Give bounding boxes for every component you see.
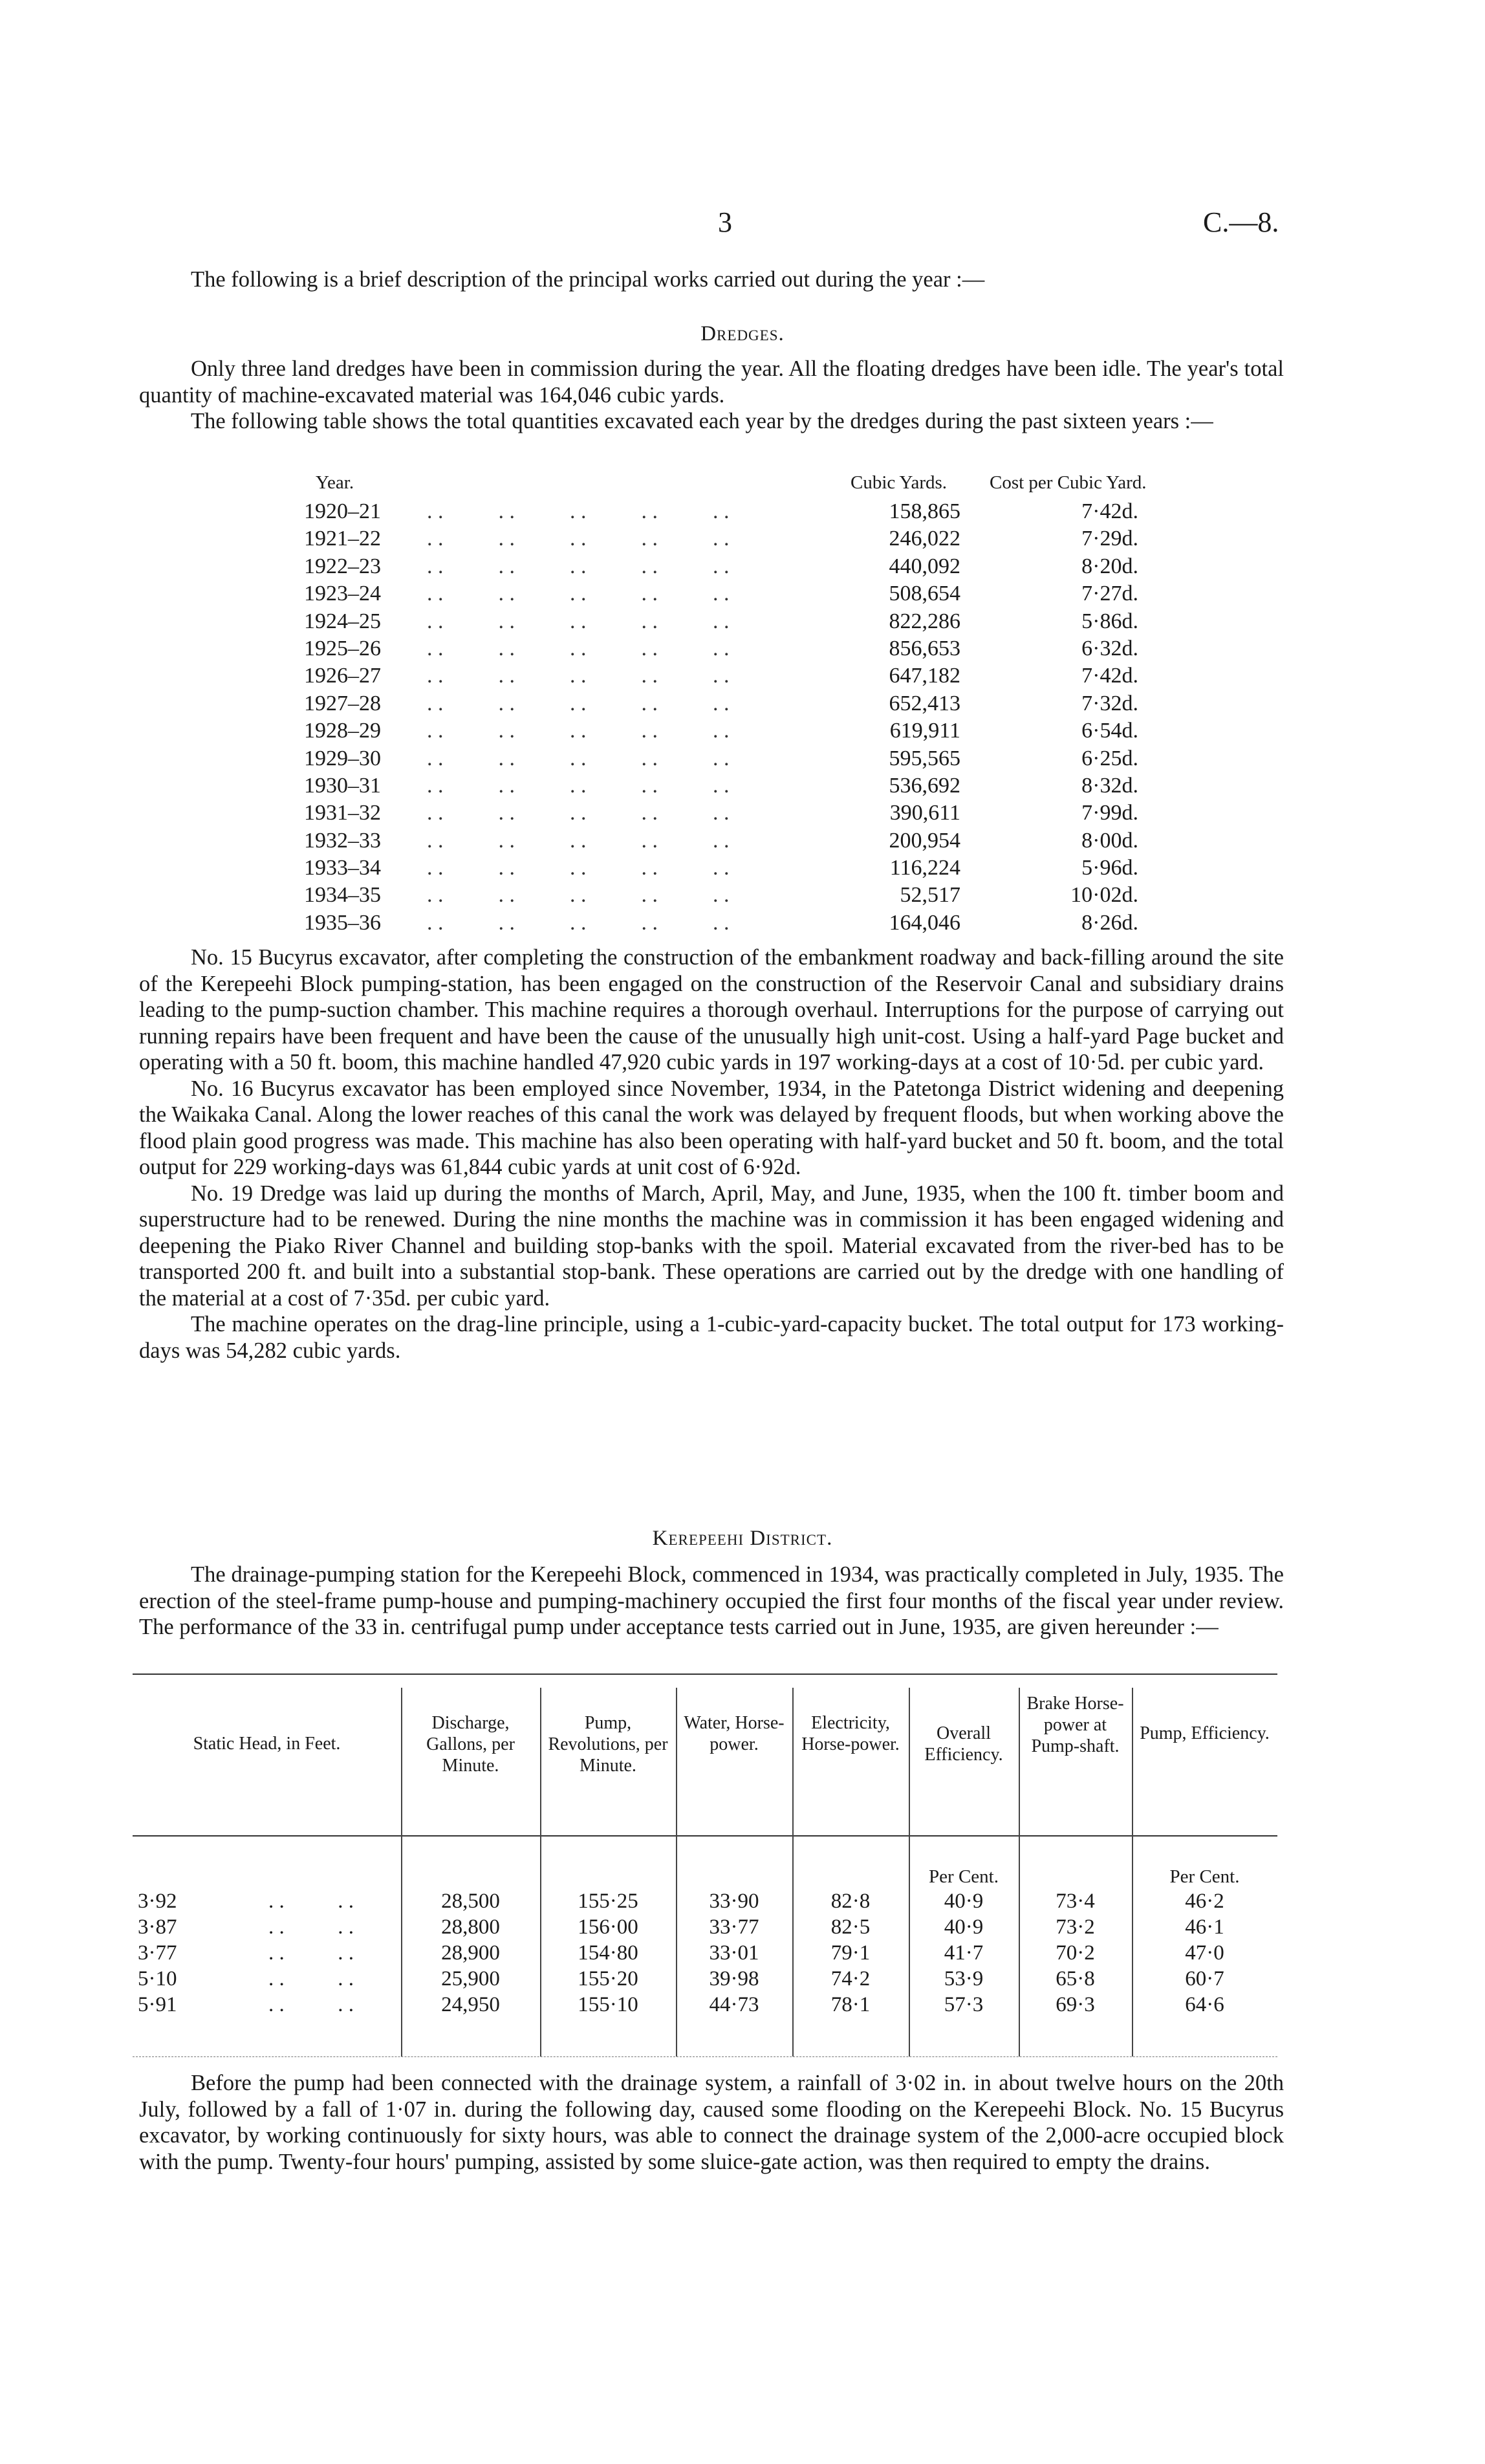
revolutions-cell: 155·10: [578, 1993, 638, 2016]
leader-dots: . . . . . . . . . .: [427, 609, 730, 633]
leader-dots: . . . .: [268, 1941, 354, 1965]
electricity-hp-cell: 74·2: [830, 1967, 871, 1990]
table-top-rule: [133, 1674, 1277, 1675]
cost-cell: 7·32d.: [1081, 691, 1138, 715]
table-row: [304, 910, 1209, 937]
static-head-cell: 3·77: [138, 1941, 177, 1965]
machines-text: [139, 944, 1284, 1364]
discharge-cell: 28,900: [441, 1941, 500, 1965]
leader-dots: . . . .: [268, 1993, 354, 2016]
leader-dots: . . . . . . . . . .: [427, 746, 730, 770]
table-row: [304, 882, 1209, 909]
leader-dots: . . . . . . . . . .: [427, 856, 730, 880]
discharge-header: Discharge, Gallons, per Minute.: [426, 1713, 515, 1776]
static-head-cell: 5·10: [138, 1967, 177, 1990]
cubic-yards-cell: 647,182: [889, 664, 960, 688]
cost-cell: 7·99d.: [1081, 801, 1138, 825]
cubic-yards-cell: 246,022: [889, 527, 960, 551]
overall-efficiency-cell: 40·9: [944, 1890, 984, 1913]
document-reference: C.—8.: [1203, 206, 1279, 238]
dredges-paragraph-1: Only three land dredges have been in commission during the year. All the floating dredges have been idle. The year's total quantity of machine-excavated material was 164,046 cubic yards.: [139, 356, 1284, 408]
brake-hp-cell: 65·8: [1056, 1967, 1095, 1990]
overall-efficiency-cell: 41·7: [944, 1941, 984, 1965]
leader-dots: . . . . . . . . . .: [427, 691, 730, 715]
cost-cell: 8·20d.: [1081, 554, 1138, 578]
year-cell: 1920–21: [304, 499, 381, 523]
water-hp-cell: 33·77: [709, 1915, 759, 1939]
electricity-horsepower-header: Electricity, Horse-power.: [801, 1713, 900, 1754]
brake-hp-cell: 69·3: [1056, 1993, 1095, 2016]
leader-dots: . . . . . . . . . .: [427, 527, 730, 551]
cost-cell: 7·42d.: [1081, 664, 1138, 688]
table-row: [304, 498, 1209, 525]
revolutions-cell: 156·00: [578, 1915, 638, 1939]
discharge-cell: 28,800: [441, 1915, 500, 1939]
cubic-yards-cell: 158,865: [889, 499, 960, 523]
cubic-yards-cell: 619,911: [889, 719, 960, 743]
pump-efficiency-cell: 46·2: [1185, 1890, 1224, 1913]
year-cell: 1933–34: [304, 856, 381, 880]
excavator-15-paragraph: No. 15 Bucyrus excavator, after completing the construction of the embankment roadway and back-filling around the site of the Kerepeehi Block pumping-station, has been engaged on the construction of the Reservoir Canal and subsidiary drains leading to the pump-suction chamber. This machine requires a thorough overhaul. Interruptions for the purpose of carrying out running repairs have been frequent and have been the cause of the unusually high unit-cost. Using a half-yard Page bucket and operating with a 50 ft. boom, this machine handled 47,920 cubic yards in 197 working-days at a cost of 10·5d. per cubic yard.: [139, 945, 1284, 1074]
overall-efficiency-cell: 53·9: [944, 1967, 984, 1990]
cubic-yards-cell: 440,092: [889, 554, 960, 578]
kerepeehi-paragraph: The drainage-pumping station for the Kerepeehi Block, commenced in 1934, was practically completed in July, 1935. The erection of the steel-frame pump-house and pumping-machinery occupied the first four months of the fiscal year under review. The performance of the 33 in. centrifugal pump under acceptance tests carried out in June, 1935, are given hereunder :—: [139, 1562, 1284, 1639]
static-head-cell: 5·91: [138, 1993, 177, 2016]
cubic-yards-cell: 856,653: [889, 636, 960, 660]
electricity-hp-cell: 82·5: [830, 1915, 871, 1939]
table-row: [304, 662, 1209, 690]
year-cell: 1930–31: [304, 773, 381, 798]
leader-dots: . . . . . . . . . .: [427, 719, 730, 743]
revolutions-cell: 155·25: [578, 1890, 638, 1913]
electricity-hp-cell: 82·8: [830, 1890, 871, 1913]
cost-column-header: Cost per Cubic Yard.: [990, 472, 1147, 493]
cubic-yards-cell: 116,224: [889, 856, 960, 880]
year-cell: 1929–30: [304, 746, 381, 770]
table-row: [304, 717, 1209, 745]
table-row: [304, 690, 1209, 717]
brake-hp-cell: 73·2: [1056, 1915, 1095, 1939]
intro-paragraph: The following is a brief description of the principal works carried out during the year :—: [191, 267, 985, 292]
pump-revolutions-header: Pump, Revolutions, per Minute.: [548, 1713, 668, 1776]
kerepeehi-text: [139, 1562, 1284, 1641]
table-row: [304, 580, 1209, 607]
year-cell: 1921–22: [304, 527, 381, 551]
cost-cell: 7·29d.: [1081, 527, 1138, 551]
dredges-heading: Dredges.: [700, 322, 785, 345]
closing-text: [139, 2070, 1284, 2175]
revolutions-cell: 155·20: [578, 1967, 638, 1990]
cubic-yards-cell: 508,654: [889, 582, 960, 606]
brake-hp-cell: 70·2: [1056, 1941, 1095, 1965]
dredge-19-paragraph: No. 19 Dredge was laid up during the months of March, April, May, and June, 1935, when the 100 ft. timber boom and superstructure had to be renewed. During the nine months the machine was in commission it has been engaged widening and deepening the Piako River Channel and building stop-banks with the spoil. Material excavated from the river-bed has to be transported 200 ft. and built into a substantial stop-bank. These operations are carried out by the dredge with one handling of the material at a cost of 7·35d. per cubic yard.: [139, 1181, 1284, 1311]
overall-efficiency-cell: 57·3: [944, 1993, 984, 2016]
brake-hp-cell: 73·4: [1056, 1890, 1095, 1913]
intro-text: [139, 267, 1284, 293]
year-cell: 1926–27: [304, 664, 381, 688]
leader-dots: . . . . . . . . . .: [427, 828, 730, 853]
cost-cell: 6·25d.: [1081, 746, 1138, 770]
overall-efficiency-cell: 40·9: [944, 1915, 984, 1939]
year-cell: 1925–26: [304, 636, 381, 660]
dredge-table-body: [304, 498, 1209, 937]
kerepeehi-heading: Kerepeehi District.: [652, 1527, 833, 1550]
water-hp-cell: 39·98: [709, 1967, 759, 1990]
electricity-hp-cell: 78·1: [830, 1993, 871, 2016]
leader-dots: . . . .: [268, 1890, 354, 1913]
leader-dots: . . . . . . . . . .: [427, 582, 730, 606]
leader-dots: . . . . . . . . . .: [427, 554, 730, 578]
cubic-yards-cell: 652,413: [889, 691, 960, 715]
table-row: [304, 772, 1209, 800]
table-row: [304, 855, 1209, 882]
dredge-output-table: [304, 472, 1209, 937]
electricity-hp-cell: 79·1: [830, 1941, 871, 1965]
table-bottom-rule: [133, 2056, 1277, 2057]
cubic-yards-cell: 390,611: [889, 801, 960, 825]
excavator-16-paragraph: No. 16 Bucyrus excavator has been employed since November, 1934, in the Patetonga District widening and deepening the Waikaka Canal. Along the lower reaches of this canal the work was delayed by frequent floods, but when working above the flood plain good progress was made. This machine has also been operating with half-yard bucket and 50 ft. boom, and the total output for 229 working-days was 61,844 cubic yards at unit cost of 6·92d.: [139, 1076, 1284, 1179]
table-header-rule: [133, 1835, 1277, 1837]
leader-dots: . . . . . . . . . .: [427, 773, 730, 798]
dredges-paragraph-2: The following table shows the total quantities excavated each year by the dredges during the past sixteen years :—: [191, 409, 1213, 433]
cubic-yards-cell: 52,517: [900, 883, 960, 908]
cost-cell: 8·00d.: [1081, 828, 1138, 853]
cubic-yards-cell: 200,954: [889, 828, 960, 853]
leader-dots: . . . . . . . . . .: [427, 664, 730, 688]
table-row: [304, 608, 1209, 635]
table-row: [304, 525, 1209, 552]
cubic-yards-cell: 164,046: [889, 910, 960, 935]
cost-cell: 7·42d.: [1081, 499, 1138, 523]
page-number: 3: [718, 206, 732, 238]
cost-cell: 8·26d.: [1081, 910, 1138, 935]
cost-cell: 5·96d.: [1081, 856, 1138, 880]
water-hp-cell: 33·01: [709, 1941, 759, 1965]
table-row: [304, 745, 1209, 772]
discharge-cell: 28,500: [441, 1890, 500, 1913]
leader-dots: . . . .: [268, 1967, 354, 1990]
revolutions-cell: 154·80: [578, 1941, 638, 1965]
cubic-yards-column-header: Cubic Yards.: [851, 472, 948, 493]
static-head-cell: 3·92: [138, 1890, 177, 1913]
year-cell: 1935–36: [304, 910, 381, 935]
overall-efficiency-unit: Per Cent.: [929, 1866, 999, 1887]
dragline-paragraph: The machine operates on the drag-line principle, using a 1-cubic-yard-capacity bucket. The total output for 173 working-days was 54,282 cubic yards.: [139, 1312, 1284, 1363]
year-column-header: Year.: [316, 472, 354, 493]
pump-efficiency-cell: 64·6: [1185, 1993, 1224, 2016]
year-cell: 1922–23: [304, 554, 381, 578]
cost-cell: 6·54d.: [1081, 719, 1138, 743]
year-cell: 1932–33: [304, 828, 381, 853]
table-row: [304, 553, 1209, 580]
leader-dots: . . . .: [268, 1915, 354, 1939]
leader-dots: . . . . . . . . . .: [427, 636, 730, 660]
year-cell: 1928–29: [304, 719, 381, 743]
water-horsepower-header: Water, Horse-power.: [684, 1713, 785, 1754]
cubic-yards-cell: 536,692: [889, 773, 960, 798]
static-head-cell: 3·87: [138, 1915, 177, 1939]
pump-efficiency-cell: 60·7: [1185, 1967, 1224, 1990]
leader-dots: . . . . . . . . . .: [427, 801, 730, 825]
cost-cell: 10·02d.: [1070, 883, 1138, 908]
cubic-yards-cell: 822,286: [889, 609, 960, 633]
pump-efficiency-header: Pump, Efficiency.: [1140, 1723, 1270, 1743]
discharge-cell: 24,950: [441, 1993, 500, 2016]
overall-efficiency-header: Overall Efficiency.: [924, 1723, 1003, 1765]
discharge-cell: 25,900: [441, 1967, 500, 1990]
year-cell: 1923–24: [304, 582, 381, 606]
table-row: [304, 635, 1209, 662]
leader-dots: . . . . . . . . . .: [427, 499, 730, 523]
pump-efficiency-cell: 47·0: [1185, 1941, 1224, 1965]
cost-cell: 5·86d.: [1081, 609, 1138, 633]
dredge-table-header: [304, 472, 1209, 498]
cost-cell: 7·27d.: [1081, 582, 1138, 606]
leader-dots: . . . . . . . . . .: [427, 910, 730, 935]
cost-cell: 8·32d.: [1081, 773, 1138, 798]
table-row: [304, 827, 1209, 855]
year-cell: 1931–32: [304, 801, 381, 825]
pump-efficiency-cell: 46·1: [1185, 1915, 1224, 1939]
year-cell: 1927–28: [304, 691, 381, 715]
water-hp-cell: 33·90: [709, 1890, 759, 1913]
brake-horsepower-header: Brake Horse-power at Pump-shaft.: [1026, 1694, 1124, 1756]
pump-test-table: [133, 1674, 1277, 2058]
year-cell: 1934–35: [304, 883, 381, 908]
flooding-paragraph: Before the pump had been connected with the drainage system, a rainfall of 3·02 in. in about twelve hours on the 20th July, followed by a fall of 1·07 in. during the following day, caused some flooding on the Kerepeehi Block. No. 15 Bucyrus excavator, by working continuously for sixty hours, was able to connect the drainage system of the 2,000-acre occupied block with the pump. Twenty-four hours' pumping, assisted by some sluice-gate action, was then required to empty the drains.: [139, 2071, 1284, 2174]
year-cell: 1924–25: [304, 609, 381, 633]
leader-dots: . . . . . . . . . .: [427, 883, 730, 908]
cost-cell: 6·32d.: [1081, 636, 1138, 660]
water-hp-cell: 44·73: [709, 1993, 759, 2016]
pump-efficiency-unit: Per Cent.: [1169, 1866, 1240, 1887]
table-row: [304, 800, 1209, 827]
cubic-yards-cell: 595,565: [889, 746, 960, 770]
static-head-header: Static Head, in Feet.: [193, 1734, 341, 1754]
dredges-text: [139, 356, 1284, 435]
